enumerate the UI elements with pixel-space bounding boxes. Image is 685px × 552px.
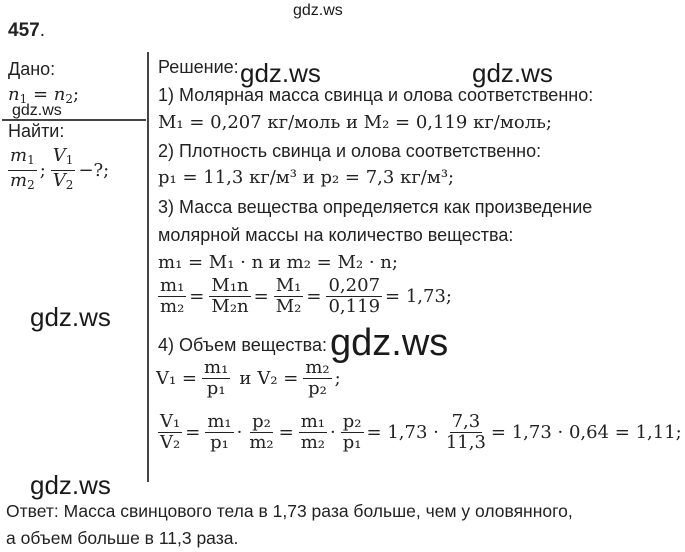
find-expression: $\frac{m_1}{m_2}$ ; $\frac{V_1}{V_2}$ −?; bbox=[10, 145, 110, 192]
solution-label: Решение: bbox=[158, 57, 239, 77]
step4-text: 4) Объем вещества: bbox=[158, 335, 327, 355]
find-label: Найти: bbox=[8, 121, 65, 141]
step3-text-b: молярной массы на количество вещества: bbox=[158, 225, 514, 245]
given-condition: $n_1 = n_2$; bbox=[8, 84, 80, 106]
step1-formula: M₁ = 0,207 кг/моль и M₂ = 0,119 кг/моль; bbox=[158, 112, 552, 133]
vertical-divider bbox=[147, 52, 149, 482]
step3-formula: m₁ = M₁ · n и m₂ = M₂ · n; bbox=[158, 252, 398, 273]
step2-text: 2) Плотность свинца и олова соответственно: bbox=[158, 141, 542, 161]
mass-ratio: $\frac{\text{m₁}}{\text{m₂}}$ = $\frac{\text{M₁n}}{\text{M₂n}}$ = $\frac{\text{M₁}}{\text{M₂}}$ = $\frac{0,207}{0,119}$ = 1,73; bbox=[160, 275, 452, 317]
watermark-3: gdz.ws bbox=[30, 302, 111, 332]
step3-text-a: 3) Масса вещества определяется как произведение bbox=[158, 197, 593, 217]
watermark-4: gdz.ws bbox=[330, 322, 449, 364]
step2-formula: p₁ = 11,3 кг/м³ и p₂ = 7,3 кг/м³; bbox=[158, 167, 455, 188]
problem-number: 457. bbox=[8, 20, 45, 41]
watermark-small: gdz.ws bbox=[12, 102, 62, 119]
watermark-1: gdz.ws bbox=[240, 58, 321, 88]
watermark-2: gdz.ws bbox=[472, 58, 553, 88]
answer-line-1: Ответ: Масса свинцового тела в 1,73 раза больше, чем у оловянного, bbox=[6, 501, 573, 521]
answer-line-2: а объем больше в 11,3 раза. bbox=[6, 528, 239, 548]
given-label: Дано: bbox=[8, 59, 56, 79]
volume-ratio: $\frac{\text{V₁}}{\text{V₂}}$ = $\frac{\text{m₁}}{\text{p₁}}$ · $\frac{\text{p₂}}{\text{m₂}}$ = $\frac{\text{m₁}}{\text{m₂}}$ · $\frac{\text{p₂}}{\text{p₁}}$ = 1,73 · $\frac{7,3}{11,3}$ = 1,73 · 0,64 = 1,11; bbox=[160, 411, 682, 453]
watermark-top: gdz.ws bbox=[293, 2, 343, 19]
watermark-5: gdz.ws bbox=[30, 470, 111, 500]
volume-formula: V₁ = $\frac{\text{m₁}}{\text{p₁}}$ и V₂ = $\frac{\text{m₂}}{\text{p₂}}$ ; bbox=[156, 357, 341, 399]
step1-text: 1) Молярная масса свинца и олова соответственно: bbox=[158, 85, 594, 105]
